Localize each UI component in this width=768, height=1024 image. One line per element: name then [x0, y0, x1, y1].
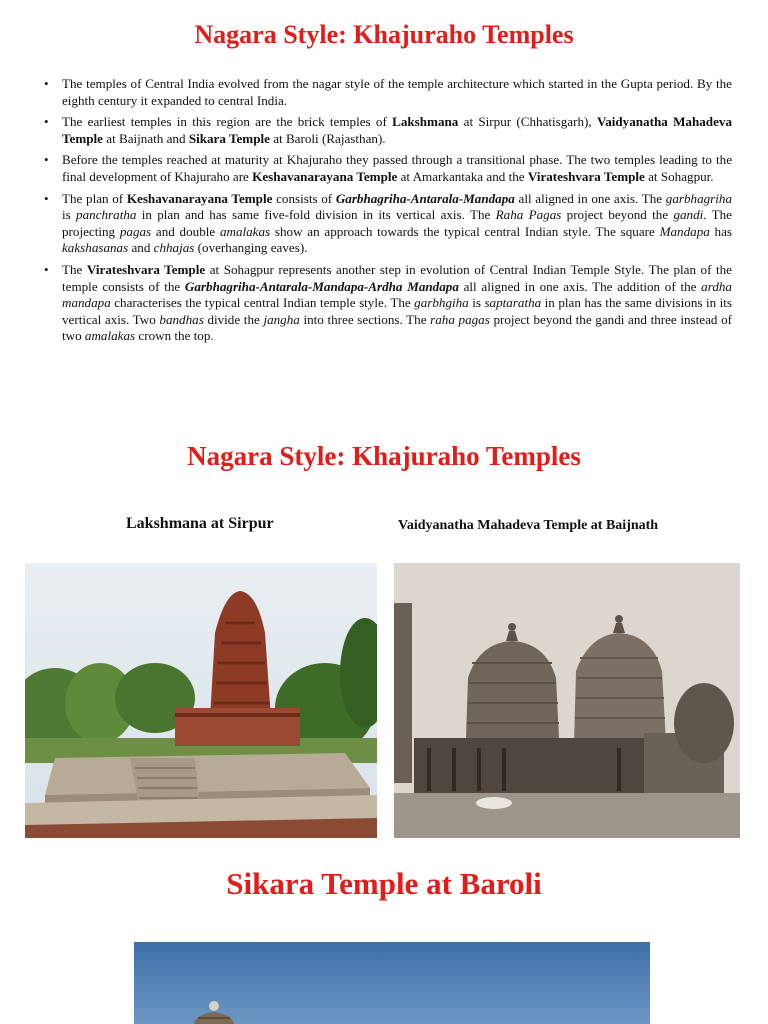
bullet-text-run: The — [62, 261, 87, 277]
bullet-text-run: garbhgiha — [414, 295, 469, 311]
bullet-text-run: The temples of Central India evolved from the nagar style of the temple architecture which started in the Gupta period. By the eighth century it expanded to central India. — [62, 76, 732, 108]
photo-lakshmana-temple — [25, 563, 377, 838]
photo-vaidyanatha-temple — [394, 563, 740, 838]
bullet-text-run: saptaratha — [484, 295, 542, 311]
bullet-text-run: consists of — [272, 190, 336, 206]
bullet-text-run: and — [128, 240, 154, 256]
bullet-text-run: at Sohagpur represents another step in evolution of Central Indian Temple Style. The plan of the temple consists of the — [62, 261, 732, 294]
bullet-list — [44, 76, 732, 350]
bullet-text-run: Sikara Temple — [188, 130, 270, 146]
slide-title-2: Nagara Style: Khajuraho Temples — [187, 441, 581, 471]
bullet-text-run: Keshavanarayana Temple — [252, 168, 398, 184]
bullet-text-run: (overhanging eaves). — [194, 240, 308, 256]
caption-lakshmana: Lakshmana at Sirpur — [126, 515, 274, 532]
bullet-text-run: bandhas — [159, 311, 204, 327]
bullet-text-run: characterises the typical central Indian temple style. The — [110, 295, 415, 311]
bullet-item — [62, 114, 732, 147]
bullet-text-run: and double — [151, 223, 220, 239]
bullet-text-run: in plan and has same five-fold division in its vertical axis. The — [136, 207, 496, 223]
bullet-text-run: at Sirpur (Chhatisgarh), — [458, 114, 597, 130]
bullet-text-run: all aligned in one axis. The — [514, 190, 666, 206]
bullet-text-run: Mandapa — [659, 223, 710, 239]
bullet-text-run: project beyond the gandi and three instead of two — [62, 311, 733, 344]
bullet-text-run: crown the top. — [135, 328, 214, 344]
bullet-text-run: Before the temples reached at maturity at Khajuraho they passed through a transitional phase. The two temples leading to the final development of Khajuraho are — [62, 152, 732, 184]
bullet-text-run: at Amarkantaka and the — [397, 168, 528, 184]
bullet-text-run: amalakas — [219, 223, 271, 239]
bullet-text-run: Virateshvara Temple — [86, 261, 206, 277]
bullet-text-run: all aligned in one axis. The addition of the — [458, 278, 702, 294]
bullet-item — [62, 262, 732, 345]
bullet-text-run: amalakas — [84, 328, 136, 344]
bullet-text-run: has — [709, 223, 733, 239]
bullet-text-run: . The projecting — [62, 207, 732, 239]
bullet-text-run: Vaidyanatha Mahadeva Temple — [62, 114, 732, 146]
bullet-text-run: Garbhagriha-Antarala-Mandapa — [335, 190, 515, 206]
bullet-item — [62, 76, 732, 109]
bullet-text-run: pagas — [119, 223, 152, 239]
bullet-item — [62, 152, 732, 185]
slide-title-3: Sikara Temple at Baroli — [226, 866, 542, 901]
bullet-text-run: in plan has the same divisions in its vertical axis. Two — [62, 295, 732, 327]
bullet-text-run: divide the — [203, 311, 264, 327]
slide-title-1: Nagara Style: Khajuraho Temples — [194, 20, 574, 49]
bullet-text-run: at Baijnath and — [102, 130, 189, 146]
bullet-text-run: raha pagas — [430, 311, 490, 327]
bullet-text-run: panchratha — [76, 207, 137, 223]
bullet-text-run: The earliest temples in this region are the brick temples of — [62, 114, 393, 130]
caption-vaidyanatha: Vaidyanatha Mahadeva Temple at Baijnath — [398, 518, 659, 533]
bullet-text-run: ardha mandapa — [62, 278, 732, 311]
bullet-text-run: gandi — [673, 207, 704, 223]
bullet-text-run: Keshavanarayana Temple — [126, 190, 273, 206]
bullet-text-run: at Baroli (Rajasthan). — [269, 130, 386, 146]
bullet-item — [62, 191, 732, 257]
bullet-text-run: into three sections. The — [299, 311, 431, 327]
bullet-text-run: Lakshmana — [392, 114, 459, 130]
bullet-text-run: is — [62, 207, 77, 223]
bullet-text-run: chhajas — [153, 240, 195, 256]
bullet-text-run: Raha Pagas — [495, 207, 562, 223]
bullet-text-run: Garbhagriha-Antarala-Mandapa-Ardha Mandapa — [184, 278, 459, 294]
bullet-text-run: show an approach towards the typical central Indian style. The square — [270, 223, 660, 239]
bullet-text-run: The plan of — [62, 190, 127, 206]
bullet-text-run: is — [468, 295, 485, 311]
bullet-text-run: kakshasanas — [62, 240, 129, 256]
photo-sikara-temple — [134, 942, 650, 1024]
bullet-text-run: jangha — [263, 311, 300, 327]
bullet-text-run: at Sohagpur. — [644, 168, 714, 184]
bullet-text-run: project beyond the — [561, 207, 674, 223]
bullet-text-run: Virateshvara Temple — [527, 168, 645, 184]
bullet-text-run: garbhagriha — [665, 190, 732, 206]
